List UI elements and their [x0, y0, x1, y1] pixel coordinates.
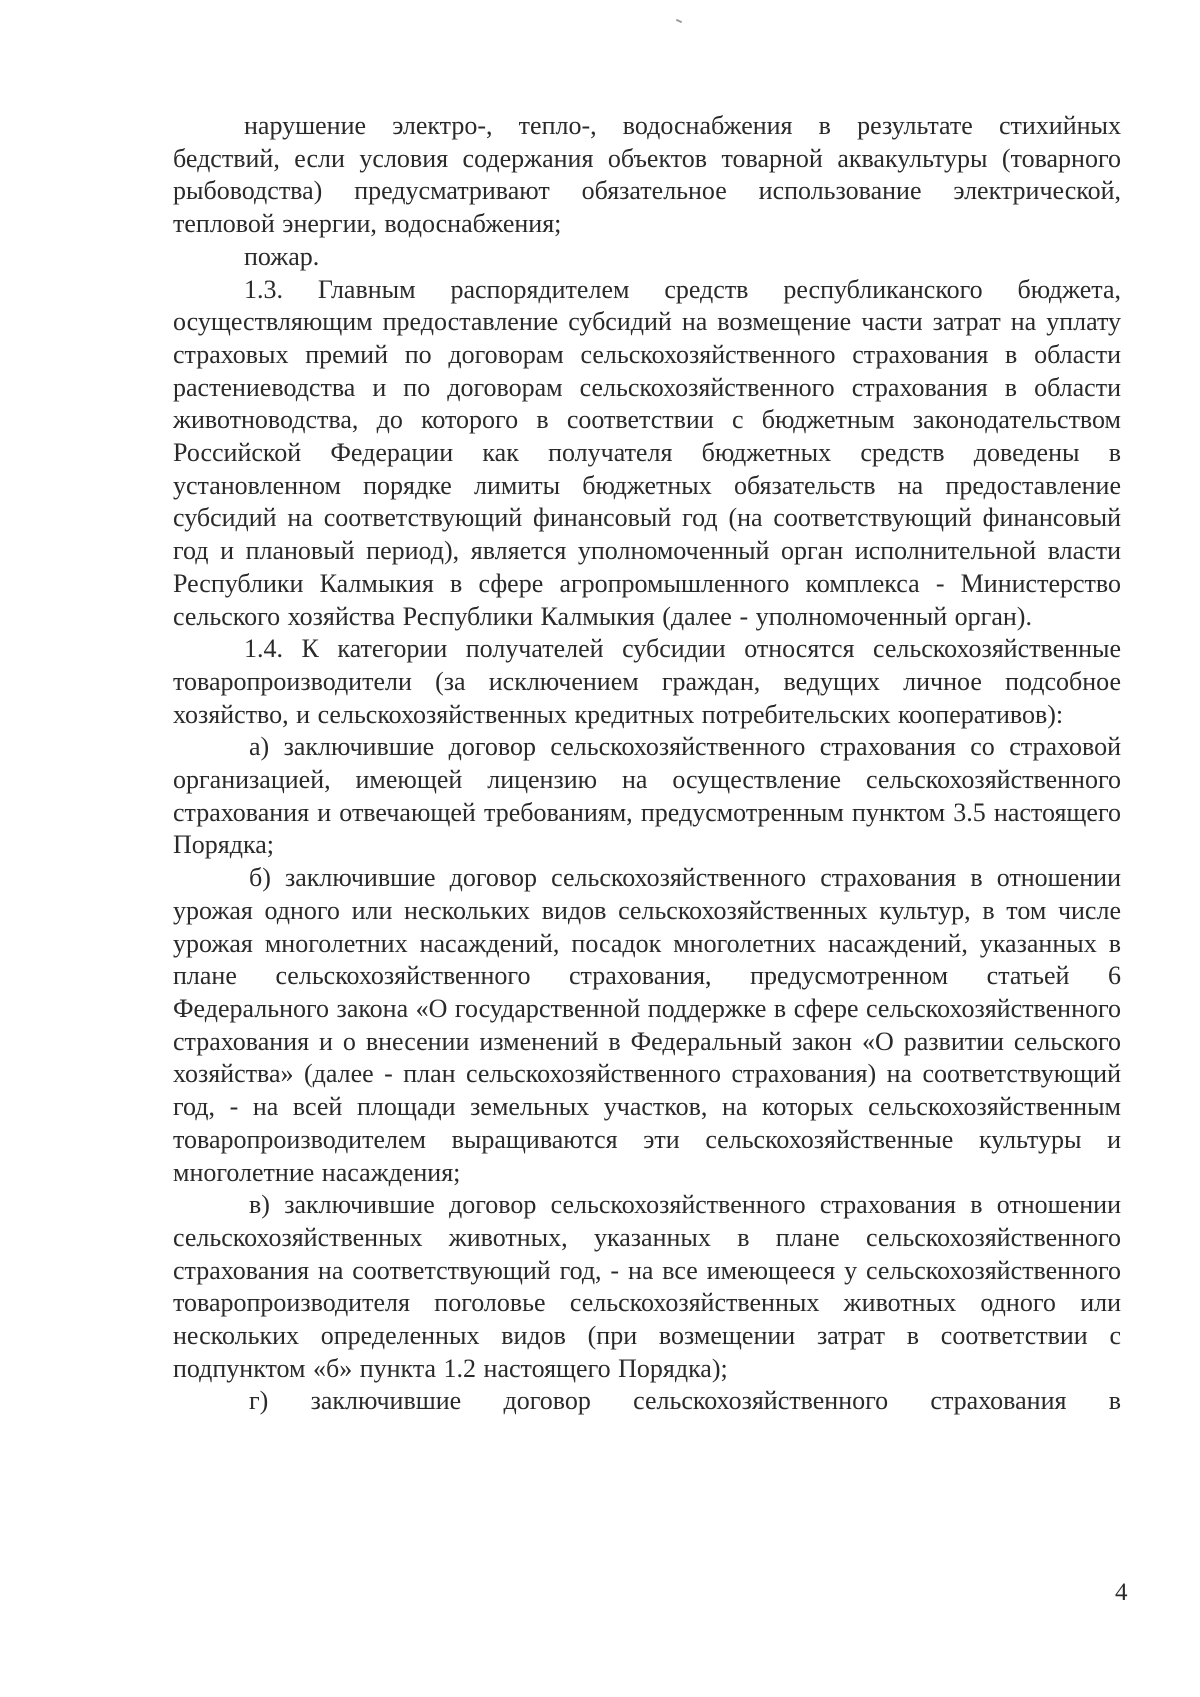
paragraph-item-b: б) заключившие договор сельскохозяйственного страхования в отношении урожая одного или нескольких видов сельскохозяйственных культур, в том числе урожая многолетних насаждений, посадок многолетних насаждений, указанных в плане сельскохозяйственного страхования, предусмотренном статьей 6 Федерального закона «О государственной поддержке в сфере сельскохозяйственного страхования и о внесении изменений в Федеральный закон «О развитии сельского хозяйства» (далее - план сельскохозяйственного страхования) на соответствующий год, - на всей площади земельных участков, на которых сельскохозяйственным товаропроизводителем выращиваются эти сельскохозяйственные культуры и многолетние насаждения; [173, 863, 1121, 1187]
paragraph-fire: пожар. [244, 241, 320, 271]
document-body [173, 110, 1121, 1418]
scan-speck [676, 19, 682, 23]
paragraph-item-g: г) заключившие договор сельскохозяйственного страхования в [249, 1386, 1121, 1416]
page-number: 4 [1115, 1579, 1128, 1606]
paragraph-natural-disasters: нарушение электро-, тепло-, водоснабжения в результате стихийных бедствий, если условия содержания объектов товарной аквакультуры (товарного рыбоводства) предусматривают обязательное использование электрической, тепловой энергии, водоснабжения; [173, 111, 1121, 239]
paragraph-item-a: а) заключившие договор сельскохозяйственного страхования со страховой организацией, имеющей лицензию на осуществление сельскохозяйственного страхования и отвечающей требованиям, предусмотренным пунктом 3.5 настоящего Порядка; [173, 732, 1121, 860]
paragraph-1-4: 1.4. К категории получателей субсидии относятся сельскохозяйственные товаропроизводители (за исключением граждан, ведущих личное подсобное хозяйство, и сельскохозяйственных кредитных потребительских кооперативов): [173, 634, 1121, 729]
paragraph-1-3: 1.3. Главным распорядителем средств республиканского бюджета, осуществляющим предоставление субсидий на возмещение части затрат на уплату страховых премий по договорам сельскохозяйственного страхования в области растениеводства и по договорам сельскохозяйственного страхования в области животноводства, до которого в соответствии с бюджетным законодательством Российской Федерации как получателя бюджетных средств доведены в установленном порядке лимиты бюджетных обязательств на предоставление субсидий на соответствующий финансовый год (на соответствующий финансовый год и плановый период), является уполномоченный орган исполнительной власти Республики Калмыкия в сфере агропромышленного комплекса - Министерство сельского хозяйства Республики Калмыкия (далее - уполномоченный орган). [173, 274, 1121, 631]
paragraph-item-v: в) заключившие договор сельскохозяйственного страхования в отношении сельскохозяйственных животных, указанных в плане сельскохозяйственного страхования на соответствующий год, - на все имеющееся у сельскохозяйственного товаропроизводителя поголовье сельскохозяйственных животных одного или нескольких определенных видов (при возмещении затрат в соответствии с подпунктом «б» пункта 1.2 настоящего Порядка); [173, 1190, 1121, 1383]
